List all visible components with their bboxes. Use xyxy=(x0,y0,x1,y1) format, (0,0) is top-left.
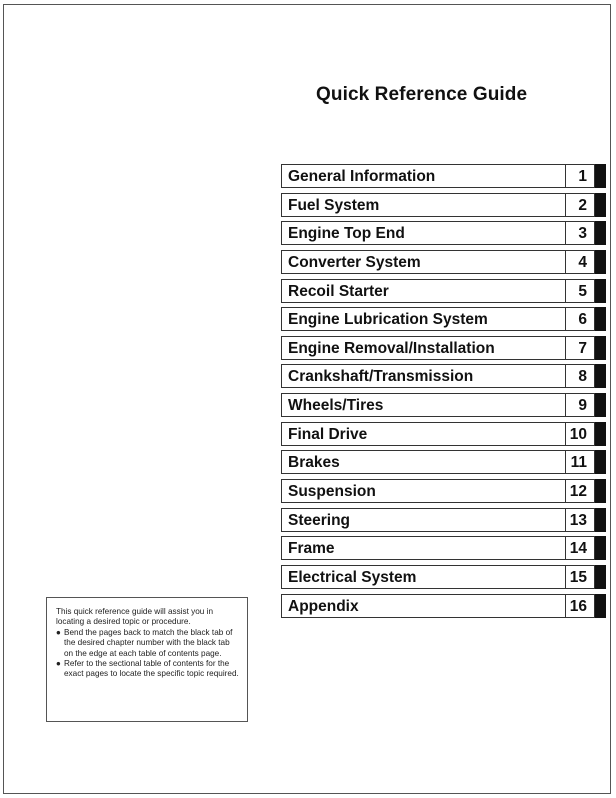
toc-number: 7 xyxy=(578,339,587,357)
toc-label-box[interactable] xyxy=(281,164,567,188)
black-tab xyxy=(595,479,606,503)
toc-number: 16 xyxy=(569,597,587,615)
toc-label-box[interactable] xyxy=(281,536,567,560)
table-of-contents xyxy=(281,164,607,622)
toc-label-box[interactable] xyxy=(281,279,567,303)
toc-label: Appendix xyxy=(288,597,359,615)
toc-row-brakes[interactable] xyxy=(281,450,607,474)
toc-number-box xyxy=(565,422,595,446)
toc-label: Steering xyxy=(288,511,351,529)
toc-number-box xyxy=(565,594,595,618)
toc-row-crankshaft-transmission[interactable] xyxy=(281,364,607,388)
toc-number-box xyxy=(565,250,595,274)
toc-row-electrical-system[interactable] xyxy=(281,565,607,589)
toc-label-box[interactable] xyxy=(281,193,567,217)
black-tab xyxy=(595,450,606,474)
toc-number-box xyxy=(565,307,595,331)
note-bullet-item xyxy=(56,659,239,680)
toc-number: 8 xyxy=(578,368,587,386)
toc-row-suspension[interactable] xyxy=(281,479,607,503)
toc-number-box xyxy=(565,279,595,303)
black-tab xyxy=(595,279,606,303)
toc-number: 3 xyxy=(578,225,587,243)
toc-number-box xyxy=(565,393,595,417)
toc-number-box xyxy=(565,221,595,245)
toc-label: Recoil Starter xyxy=(288,282,389,300)
black-tab xyxy=(595,193,606,217)
black-tab xyxy=(595,250,606,274)
toc-row-engine-top-end[interactable] xyxy=(281,221,607,245)
toc-number: 11 xyxy=(570,454,587,472)
black-tab xyxy=(595,594,606,618)
toc-label-box[interactable] xyxy=(281,307,567,331)
toc-number: 9 xyxy=(578,397,587,415)
toc-label: Wheels/Tires xyxy=(288,397,384,415)
toc-label: Engine Lubrication System xyxy=(288,311,488,329)
toc-label-box[interactable] xyxy=(281,479,567,503)
note-bullet-item xyxy=(56,628,239,659)
toc-number-box xyxy=(565,450,595,474)
toc-label: Fuel System xyxy=(288,196,380,214)
toc-label-box[interactable] xyxy=(281,508,567,532)
toc-number: 10 xyxy=(569,425,587,443)
toc-row-wheels-tires[interactable] xyxy=(281,393,607,417)
toc-row-steering[interactable] xyxy=(281,508,607,532)
toc-number: 2 xyxy=(578,196,587,214)
black-tab xyxy=(595,164,606,188)
toc-number-box xyxy=(565,508,595,532)
toc-number: 14 xyxy=(569,540,587,558)
black-tab xyxy=(595,393,606,417)
toc-number: 15 xyxy=(569,568,587,586)
black-tab xyxy=(595,364,606,388)
black-tab xyxy=(595,307,606,331)
toc-number: 13 xyxy=(569,511,587,529)
toc-label-box[interactable] xyxy=(281,336,567,360)
toc-row-final-drive[interactable] xyxy=(281,422,607,446)
toc-label: Crankshaft/Transmission xyxy=(288,368,474,386)
black-tab xyxy=(595,336,606,360)
toc-label-box[interactable] xyxy=(281,221,567,245)
black-tab xyxy=(595,508,606,532)
toc-label-box[interactable] xyxy=(281,594,567,618)
toc-label: Suspension xyxy=(288,483,376,501)
toc-label-box[interactable] xyxy=(281,250,567,274)
toc-number: 5 xyxy=(578,282,587,300)
toc-row-engine-lubrication-system[interactable] xyxy=(281,307,607,331)
toc-label: Brakes xyxy=(288,454,340,472)
toc-number-box xyxy=(565,336,595,360)
toc-label: Frame xyxy=(288,540,335,558)
note-bullet-text: Bend the pages back to match the black tab of the desired chapter number with the black tab on the edge at each table of contents page. xyxy=(64,627,233,658)
toc-row-general-information[interactable] xyxy=(281,164,607,188)
note-bullet-text: Refer to the sectional table of contents for the exact pages to locate the specific topic required. xyxy=(64,659,239,679)
toc-label-box[interactable] xyxy=(281,422,567,446)
toc-label-box[interactable] xyxy=(281,364,567,388)
toc-label: General Information xyxy=(288,168,436,185)
toc-row-fuel-system[interactable] xyxy=(281,193,607,217)
toc-number-box xyxy=(565,164,595,188)
instruction-note xyxy=(46,597,248,722)
toc-row-converter-system[interactable] xyxy=(281,250,607,274)
toc-row-engine-removal-installation[interactable] xyxy=(281,336,607,360)
black-tab xyxy=(595,221,606,245)
toc-label: Electrical System xyxy=(288,568,417,586)
toc-number-box xyxy=(565,565,595,589)
toc-number: 4 xyxy=(578,253,587,271)
bullet-icon: ● xyxy=(56,627,61,637)
bullet-icon: ● xyxy=(56,659,61,669)
toc-number: 6 xyxy=(578,311,587,329)
black-tab xyxy=(595,536,606,560)
toc-label: Engine Removal/Installation xyxy=(288,339,495,357)
toc-row-recoil-starter[interactable] xyxy=(281,279,607,303)
toc-label-box[interactable] xyxy=(281,393,567,417)
black-tab xyxy=(595,565,606,589)
page-title: Quick Reference Guide xyxy=(316,84,528,105)
toc-row-frame[interactable] xyxy=(281,536,607,560)
toc-label-box[interactable] xyxy=(281,450,567,474)
toc-label: Converter System xyxy=(288,253,421,271)
toc-number-box xyxy=(565,364,595,388)
toc-row-appendix[interactable] xyxy=(281,594,607,618)
toc-number: 12 xyxy=(569,483,587,501)
toc-label: Engine Top End xyxy=(288,225,405,243)
toc-label-box[interactable] xyxy=(281,565,567,589)
toc-label: Final Drive xyxy=(288,425,368,443)
toc-number-box xyxy=(565,479,595,503)
toc-number-box xyxy=(565,193,595,217)
note-intro: This quick reference guide will assist you in locating a desired topic or procedure. xyxy=(56,607,213,627)
black-tab xyxy=(595,422,606,446)
toc-number: 1 xyxy=(578,168,587,185)
toc-number-box xyxy=(565,536,595,560)
